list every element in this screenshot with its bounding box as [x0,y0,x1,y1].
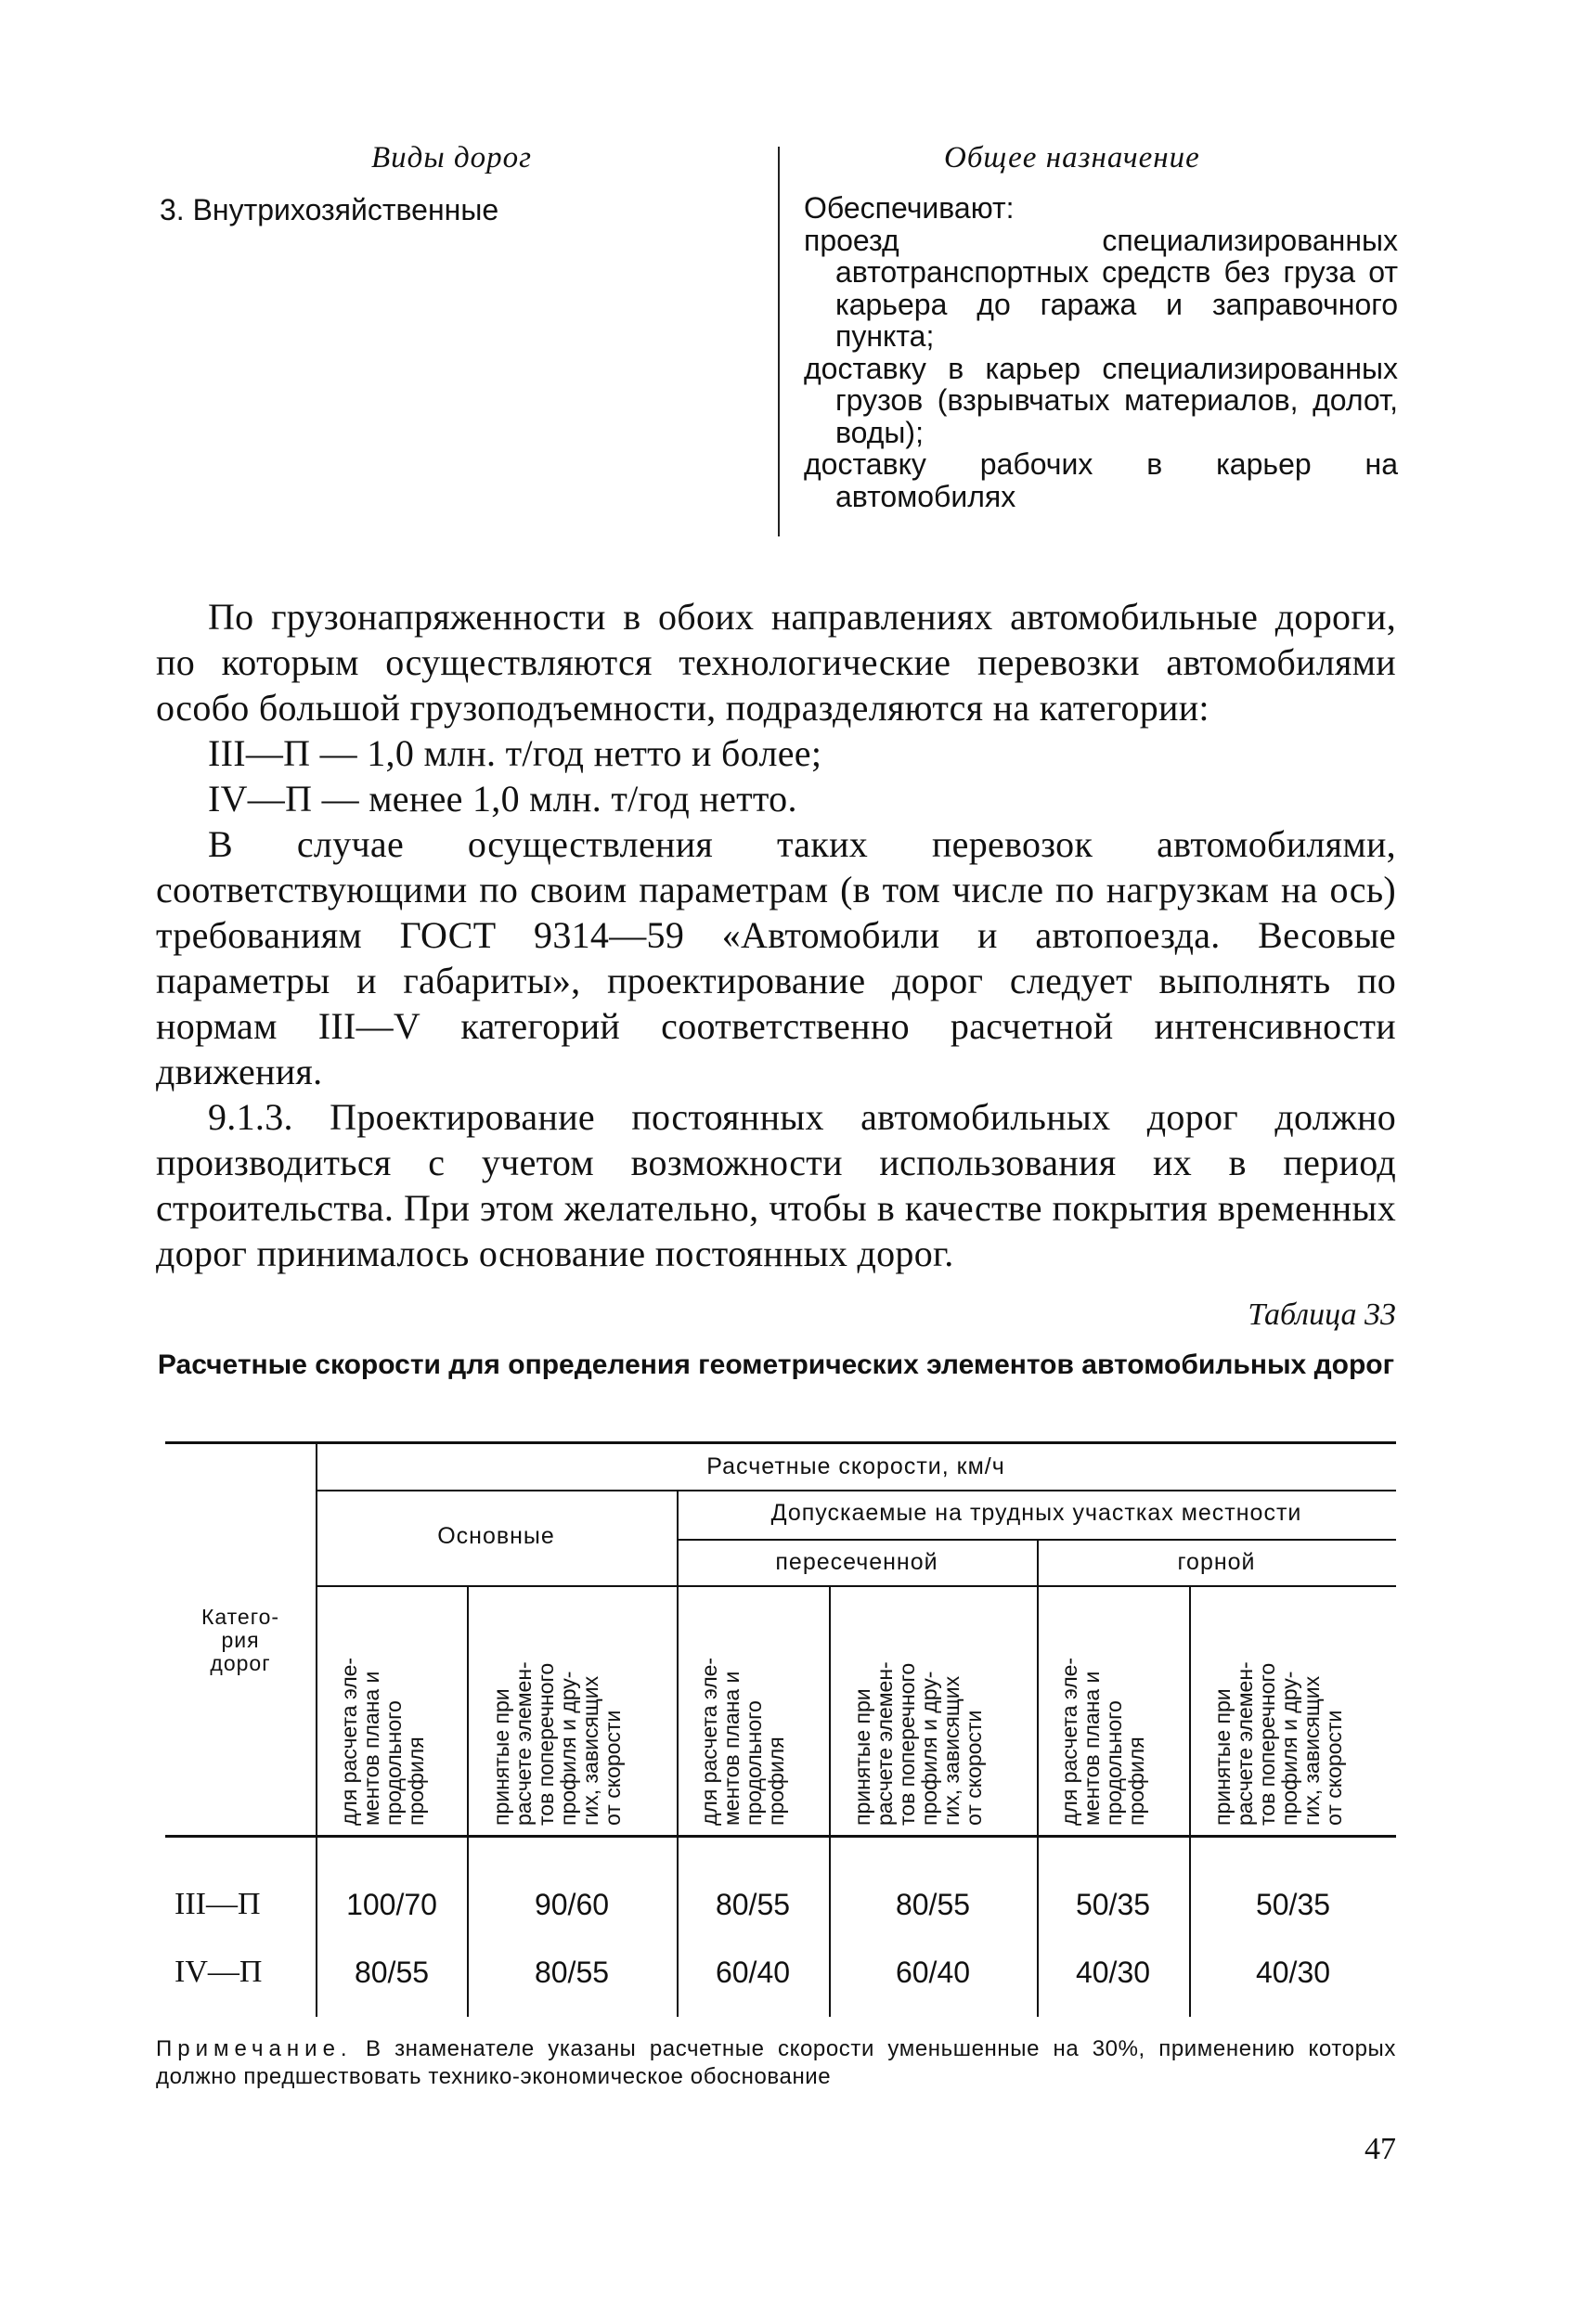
purpose-item-3: доставку рабочих в карьер на автомобилях [804,447,1398,513]
table-title: Расчетные скорости для определения геометрических элементов автомобильных дорог [157,1349,1395,1380]
table-top-border [165,1441,1396,1444]
table-cell: 80/55 [895,1888,971,1921]
table-cell: 50/35 [1255,1888,1331,1921]
header-rough: пересеченной [775,1549,938,1575]
table-cell: 100/70 [346,1888,437,1921]
table-vline-rough [829,1585,831,2017]
purpose-item-2: доставку в карьер специализированных грузов (взрывчатых материалов, долот, воды); [804,351,1398,449]
table-cell: 40/30 [1255,1956,1331,1989]
subheader-mountain-plan: для расчета эле- ментов плана и продольного профиля [1057,1657,1148,1826]
table-note [156,2035,1396,2091]
row-category-4: IV—П [175,1955,263,1989]
paragraph-9-1-3: 9.1.3. Проектирование постоянных автомобильных дорог должно производиться с учетом возможности использования их в период строительства. При этом желательно, чтобы в качестве покрытия временных дорог принималось основание постоянных дорог. [156,1096,1396,1274]
table-rule-speeds [316,1490,1396,1491]
paragraph-categories: По грузонапряженности в обоих направлениях автомобильные дороги, по которым осуществляются технологические перевозки автомобилями особо большой грузоподъемности, подразделяются на категории: [156,596,1396,729]
speed-table [165,1441,1396,2017]
subheader-main-cross: принятые при расчете элемен- тов поперечного профиля и дру- гих, зависящих от скорости [489,1661,625,1826]
header-category: Катего- рия дорог [200,1605,280,1675]
table-cell: 80/55 [534,1956,610,1989]
paragraph-category-3: III—П — 1,0 млн. т/год нетто и более; [208,732,822,774]
table-cell: 40/30 [1075,1956,1151,1989]
table-cell: 50/35 [1075,1888,1151,1921]
purpose-lead: Обеспечивают: [804,191,1015,225]
note-label: Примечание. [156,2036,353,2061]
paragraph-category-4: IV—П — менее 1,0 млн. т/год нетто. [208,778,797,820]
purpose-list [804,192,1398,512]
header-main: Основные [437,1523,555,1549]
page-number: 47 [1365,2132,1396,2166]
header-speeds: Расчетные скорости, км/ч [706,1453,1005,1479]
table-vline-main [467,1585,469,2017]
paragraph-gost: В случае осуществления таких перевозок автомобилями, соответствующими по своим параметрам (в том числе по нагрузкам на ось) требованиям ГОСТ 9314—59 «Автомобили и автопоезда. Весовые параметры и габариты», проектирование дорог следует выполнять по нормам III—V категорий соответственно расчетной интенсивности движения. [156,823,1396,1092]
table-cell: 80/55 [354,1956,430,1989]
table-number: Таблица 33 [1248,1298,1396,1332]
body-text [156,594,1396,1276]
row-category-3: III—П [175,1887,261,1921]
column-header-road-types: Виды дорог [371,141,533,174]
subheader-rough-cross: принятые при расчете элемен- тов поперечного профиля и дру- гих, зависящих от скорости [850,1661,986,1826]
column-header-purpose: Общее назначение [944,141,1200,174]
road-type-item: 3. Внутрихозяйственные [160,193,499,226]
header-allowed: Допускаемые на трудных участках местности [770,1500,1302,1526]
subheader-rough-plan: для расчета эле- ментов плана и продольного профиля [697,1657,788,1826]
table-rule-sub [316,1585,1396,1587]
column-divider [778,147,780,536]
purpose-item-1: проезд специализированных автотранспортных средств без груза от карьера до гаража и заправочного пункта; [804,223,1398,353]
header-mountain: горной [1177,1549,1256,1575]
table-cell: 60/40 [715,1956,791,1989]
table-vline-mountain-sub [1189,1585,1191,2017]
table-vline-mountain [1037,1539,1039,2017]
table-cell: 80/55 [715,1888,791,1921]
subheader-mountain-cross: принятые при расчете элемен- тов поперечного профиля и дру- гих, зависящих от скорости [1210,1661,1346,1826]
subheader-main-plan: для расчета эле- ментов плана и продольного профиля [337,1657,428,1826]
table-cell: 60/40 [895,1956,971,1989]
table-header-bottom [165,1835,1396,1838]
table-cell: 90/60 [534,1888,610,1921]
note-text: В знаменателе указаны расчетные скорости уменьшенные на 30%, применению которых должно предшествовать технико-экономическое обоснование [156,2036,1396,2089]
